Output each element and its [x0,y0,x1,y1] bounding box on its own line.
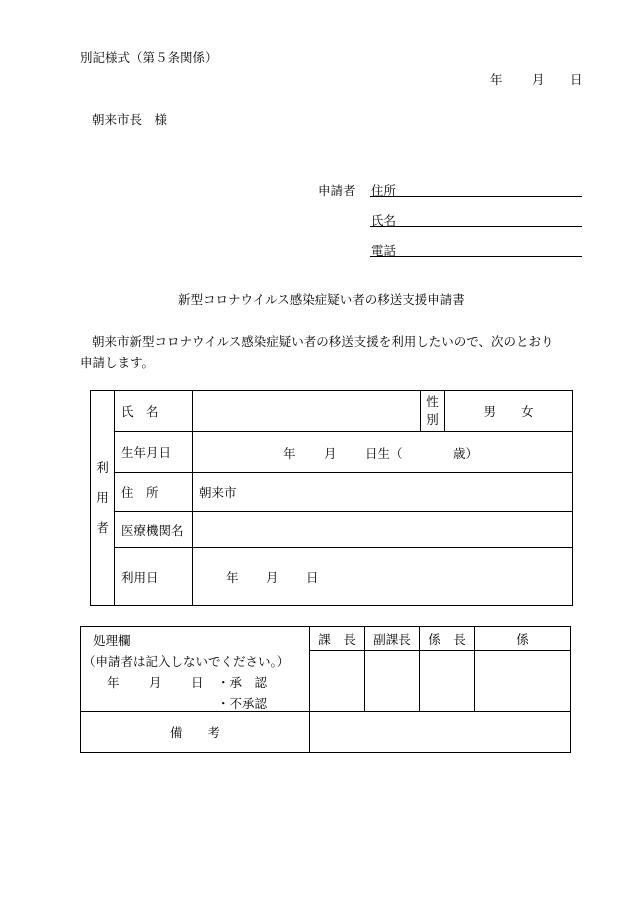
stamp-subsection-chief[interactable] [420,651,475,712]
applicant-name-line[interactable] [370,226,582,227]
processing-month: 月 [149,675,162,690]
stamp-section-chief[interactable] [310,651,365,712]
applicant-label: 申請者 [318,183,356,198]
applicant-phone-line[interactable] [370,256,582,257]
address-label: 住 所 [115,473,193,512]
user-table [90,390,573,606]
processing-cell [81,627,310,712]
date-day: 日 [570,72,583,87]
processing-label: 処理欄 [93,633,131,648]
remarks-field[interactable] [310,712,571,753]
date-month: 月 [532,72,545,87]
header-staff: 係 [475,627,571,651]
processing-year: 年 [107,675,120,690]
processing-note: （申請者は記入しないでください。） [83,654,290,669]
addressee: 朝来市長 様 [92,112,168,127]
hospital-field[interactable] [193,512,573,548]
intro-line-2: 申請します。 [80,355,155,370]
document-title: 新型コロナウイルス感染症疑い者の移送支援申請書 [178,292,465,307]
header-section-chief: 課 長 [310,627,365,651]
user-side-label: 利 用 者 [91,391,115,606]
birth-field[interactable]: 年 月 日生（ 歳） [193,432,573,473]
applicant-phone-label: 電話 [371,243,397,258]
intro-line-1: 朝来市新型コロナウイルス感染症疑い者の移送支援を利用したいので、次のとおり [92,334,554,349]
stamp-staff[interactable] [475,651,571,712]
applicant-name-label: 氏名 [371,213,397,228]
use-date-field[interactable]: 年 月 日 [193,548,573,606]
sex-options[interactable]: 男 女 [445,391,573,432]
use-date-label: 利用日 [115,548,193,606]
birth-label: 生年月日 [115,432,193,473]
approve-option[interactable]: ・承 認 [217,675,268,690]
hospital-label: 医療機関名 [115,512,193,548]
remarks-label: 備 考 [81,712,310,753]
processing-day: 日 [191,675,204,690]
disapprove-option[interactable]: ・不承認 [217,696,268,711]
address-field[interactable]: 朝来市 [193,473,573,512]
date-year: 年 [490,72,503,87]
form-label: 別記様式（第５条関係） [80,50,218,65]
stamp-deputy-chief[interactable] [365,651,420,712]
name-field[interactable] [193,391,421,432]
applicant-address-label: 住所 [371,183,397,198]
sex-label: 性 別 [421,391,445,432]
applicant-address-line[interactable] [370,196,582,197]
processing-table [80,626,571,753]
name-label: 氏 名 [115,391,193,432]
header-deputy-chief: 副課長 [365,627,420,651]
header-subsection-chief: 係 長 [420,627,475,651]
